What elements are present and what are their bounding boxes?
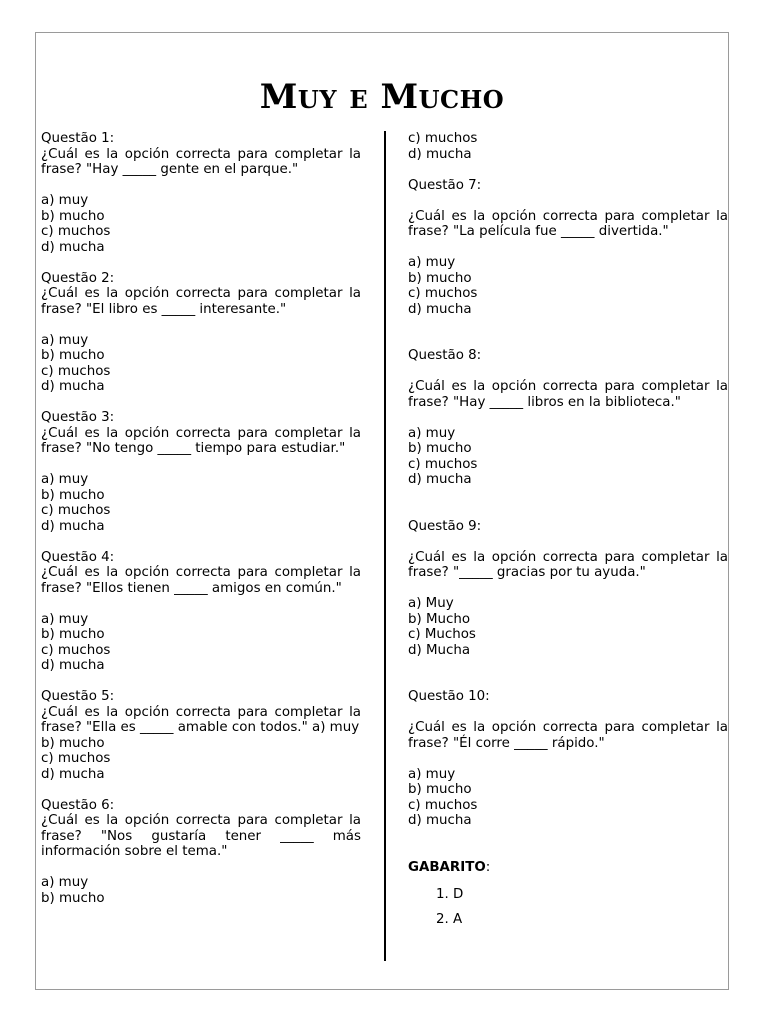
option-d: d) mucha [41,658,105,673]
option-b: b) mucho [41,208,105,224]
answer-key-heading [408,860,728,876]
answer-key-label: GABARITO [408,859,486,875]
question-text: ¿Cuál es la opción correcta para completar la frase? "Hay _____ gente en el parque." [41,146,361,177]
option-b: b) mucho [41,627,105,642]
question-heading: Questão 6: [41,797,115,813]
question-text: ¿Cuál es la opción correcta para completar la frase? "No tengo _____ tiempo para estudiar." [41,425,361,456]
question-10 [408,689,728,829]
option-a: a) muy [41,875,89,890]
answer-key-colon: : [485,859,491,875]
question-text: ¿Cuál es la opción correcta para completar la frase? "La película fue _____ divertida." [408,208,728,239]
option-list [408,767,728,829]
question-8 [408,348,728,488]
option-list [41,875,361,906]
answer-item: 1. D [453,887,728,903]
option-b: b) mucho [408,270,472,286]
right-column [408,131,728,937]
option-b: b) mucho [41,348,105,363]
option-list [408,596,728,658]
question-text: ¿Cuál es la opción correcta para completar la frase? "Ella es _____ amable con todos." a) muy [41,704,361,735]
option-c: c) muchos [41,642,111,658]
question-text: ¿Cuál es la opción correcta para completar la frase? "Hay _____ libros en la biblioteca." [408,379,728,410]
option-d: d) Mucha [408,642,471,658]
option-b: b) mucho [408,782,472,797]
option-c: c) muchos [408,797,478,813]
question-heading: Questão 3: [41,410,115,425]
question-5 [41,689,361,782]
answer-key [408,860,728,928]
option-d: d) mucha [408,146,472,162]
option-c: c) muchos [41,224,111,239]
option-a: a) muy [41,472,89,487]
option-d: d) mucha [41,379,105,394]
option-a: a) muy [41,193,89,208]
question-heading: Questão 1: [41,131,115,146]
option-c: c) muchos [408,456,478,472]
left-column [41,131,361,922]
question-heading: Questão 8: [408,348,482,363]
option-b: b) Mucho [408,611,471,627]
option-list [41,333,361,395]
question-heading: Questão 7: [408,177,482,193]
question-heading: Questão 5: [41,689,115,704]
option-d: d) mucha [408,472,472,487]
option-a: a) muy [41,611,89,627]
question-text: ¿Cuál es la opción correcta para completar la frase? "El libro es _____ interesante." [41,286,361,317]
question-2 [41,271,361,395]
option-c: c) muchos [41,503,111,518]
option-a: a) muy [408,766,456,782]
question-text: ¿Cuál es la opción correcta para completar la frase? "Ellos tienen _____ amigos en común." [41,565,361,596]
option-b: b) mucho [41,487,105,503]
option-a: a) Muy [408,596,454,611]
question-heading: Questão 9: [408,518,482,534]
option-list [408,255,728,317]
option-c: c) muchos [41,363,111,379]
option-d: d) mucha [408,813,472,828]
option-a: a) muy [408,425,456,441]
page-title: Muy e Mucho [259,77,505,117]
answer-list [408,887,728,928]
question-9 [408,519,728,659]
option-c: c) Muchos [408,627,476,642]
option-d: d) mucha [41,766,105,782]
question-text: ¿Cuál es la opción correcta para completar la frase? "Él corre _____ rápido." [408,720,728,751]
option-list [41,472,361,534]
option-d: d) mucha [41,518,105,534]
option-c: c) muchos [408,286,478,301]
question-heading: Questão 4: [41,549,115,565]
option-b: b) mucho [41,890,105,906]
document-page [35,32,729,990]
question-6-continuation [408,131,728,162]
option-c: c) muchos [41,751,111,766]
question-text: ¿Cuál es la opción correcta para completar la frase? "_____ gracias por tu ayuda." [408,549,728,580]
option-a: a) muy [408,255,456,270]
option-d: d) mucha [408,301,472,317]
question-heading: Questão 2: [41,270,115,286]
question-text: ¿Cuál es la opción correcta para completar la frase? "Nos gustaría tener _____ más información sobre el tema." [41,813,361,859]
question-3 [41,410,361,534]
option-c: c) muchos [408,131,478,146]
option-list [41,612,361,674]
option-list [41,736,361,783]
option-b: b) mucho [41,735,105,751]
question-6 [41,798,361,907]
option-d: d) mucha [41,239,105,255]
option-list [41,193,361,255]
option-b: b) mucho [408,441,472,456]
option-a: a) muy [41,332,89,348]
question-1 [41,131,361,255]
question-7 [408,178,728,318]
question-4 [41,550,361,674]
column-divider [384,131,386,961]
answer-item: 2. A [453,912,728,928]
question-heading: Questão 10: [408,689,490,704]
option-list [408,426,728,488]
